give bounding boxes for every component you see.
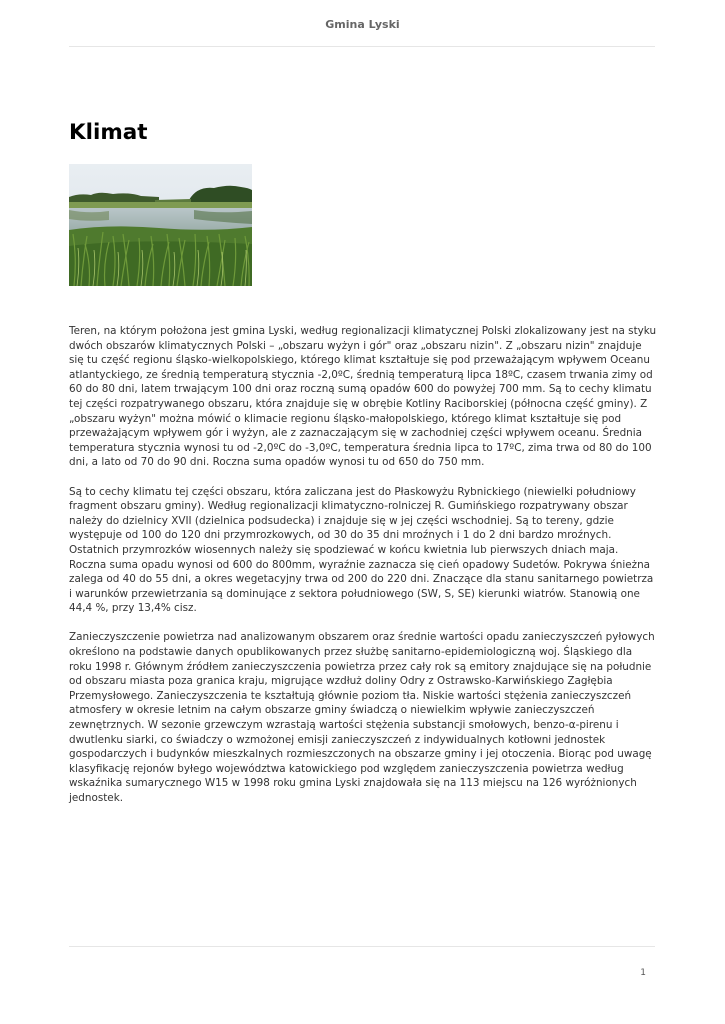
pond-photo [69,164,252,286]
header-title: Gmina Lyski [325,18,400,31]
header-divider [69,46,655,47]
footer-divider [69,946,655,947]
article-body [69,324,657,820]
paragraph: Teren, na którym położona jest gmina Lyski, według regionalizacji klimatycznej Polski zlokalizowany jest na styku dwóch obszarów klimatycznych Polski – „obszaru wyżyn i gór" oraz „obszaru nizin". Z „obszaru nizin" znajduje się tu część regionu śląsko-wielkopolskiego, którego klimat kształtuje się pod przeważającym wpływem Oceanu atlantyckiego, ze średnią temperaturą stycznia -2,0ºC, średnią temperaturą lipca 18ºC, czasem trwania zimy od 60 do 80 dni, latem trwającym 100 dni oraz roczną sumą opadów 600 do powyżej 700 mm. Są to cechy klimatu tej części rozpatrywanego obszaru, która znajduje się w obrębie Kotliny Raciborskiej (północna część gminy). Z „obszaru wyżyn" można mówić o klimacie regionu śląsko-małopolskiego, którego klimat kształtuje się pod przeważającym wpływem gór i wyżyn, ale z zaznaczającym się w zachodniej części wpływem oceanu. Średnia temperatura stycznia wynosi tu od -2,0ºC do -3,0ºC, temperatura średnia lipca to 17ºC, zima trwa od 80 do 100 dni, a lato od 70 do 90 dni. Roczna suma opadów wynosi tu od 650 do 750 mm. [69,325,657,469]
page-title: Klimat [69,120,148,145]
paragraph: Zanieczyszczenie powietrza nad analizowanym obszarem oraz średnie wartości opadu zanieczyszczeń pyłowych określono na podstawie danych opublikowanych przez służbę sanitarno-epidemiologiczną woj. Śląskiego dla roku 1998 r. Głównym źródłem zanieczyszczenia powietrza przez cały rok są emitory znajdujące się na południe od obszaru miasta poza granica kraju, migrujące wzdłuż doliny Odry z Ostrawsko-Karwińskiego Zagłębia Przemysłowego. Zanieczyszczenia te kształtują głównie poziom tła. Niskie wartości stężenia zanieczyszczeń atmosfery w okresie letnim na całym obszarze gminy świadczą o niewielkim wpływie zanieczyszczeń zewnętrznych. W sezonie grzewczym wzrastają wartości stężenia substancji smołowych, benzo-α-pirenu i dwutlenku siarki, co świadczy o wzmożonej emisji zanieczyszczeń z indywidualnych kotłowni jednostek gospodarczych i budynków mieszkalnych rozmieszczonych na obszarze gminy i jej otoczenia. Biorąc pod uwagę klasyfikację rejonów byłego województwa katowickiego pod względem zanieczyszczenia powietrza według wskaźnika sumarycznego W15 w 1998 roku gmina Lyski znajdowała się na 113 miejscu na 126 wyróżnionych jednostek. [69,631,655,804]
page-number: 1 [640,968,646,978]
paragraph: Są to cechy klimatu tej części obszaru, która zaliczana jest do Płaskowyżu Rybnickiego (niewielki południowy fragment obszaru gminy). Według regionalizacji klimatyczno-rolniczej R. Gumińskiego rozpatrywany obszar należy do dzielnicy XVII (dzielnica podsudecka) i znajduje się w jej części wschodniej. Są to tereny, gdzie występuje od 100 do 120 dni przymrozkowych, od 30 do 35 dni mroźnych i 1 do 2 dni bardzo mroźnych. Ostatnich przymrozków wiosennych należy się spodziewać w końcu kwietnia lub pierwszych dniach maja. Roczna suma opadu wynosi od 600 do 800mm, wyraźnie zaznacza się cień opadowy Sudetów. Pokrywa śnieżna zalega od 40 do 55 dni, a okres wegetacyjny trwa od 200 do 220 dni. Znaczące dla stanu sanitarnego powietrza i warunków przewietrzania są dominujące z sektora południowego (SW, S, SE) kierunki wiatrów. Stanowią one 44,4 %, przy 13,4% cisz. [69,485,654,615]
